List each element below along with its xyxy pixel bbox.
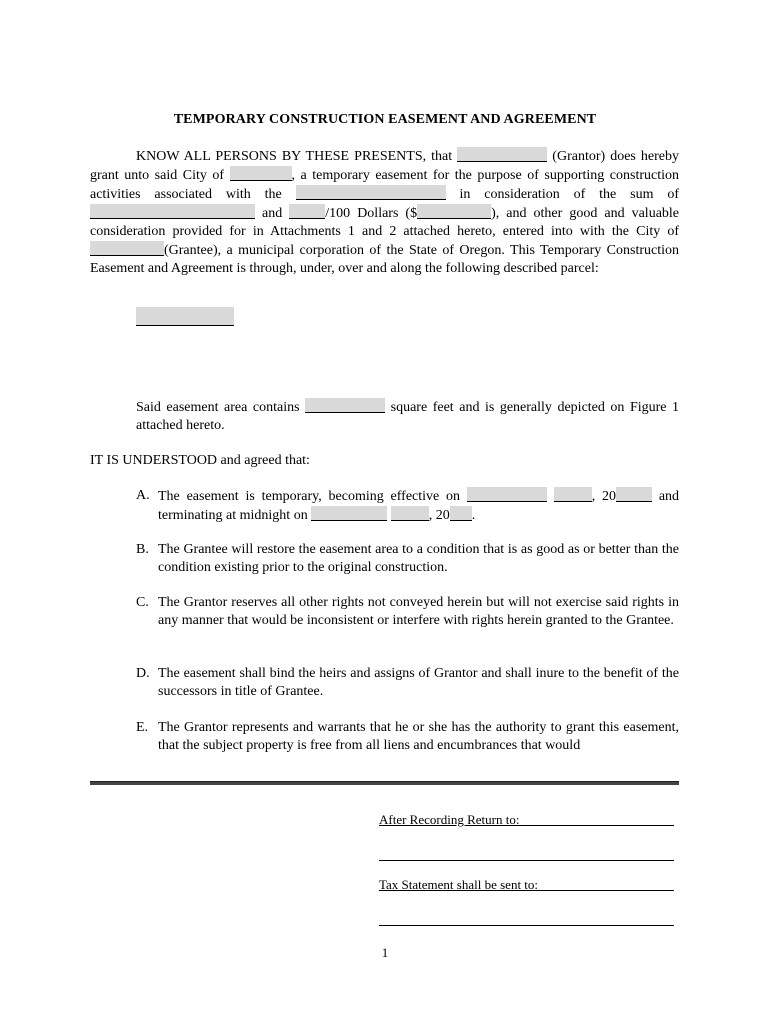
list-item-letter: D. — [136, 666, 150, 681]
list-item-text: The easement shall bind the heirs and assigns of Grantor and shall inure to the benefit of the successors in title of Grantee. — [158, 666, 679, 699]
effective-year-prefix: , 20 — [591, 489, 616, 504]
parcel-description-field[interactable] — [136, 307, 234, 326]
effective-date-field[interactable] — [467, 487, 547, 502]
list-item-text: The Grantee will restore the easement area to a condition that is as good as or better than the condition existing prior to the original construction. — [158, 542, 679, 575]
effective-day-field[interactable] — [554, 487, 592, 502]
intro-text-7: ), and other good and valuable consideration provided for in Attachments 1 and 2 attached hereto, entered into with the City of — [90, 206, 680, 239]
tax-statement-block — [379, 877, 674, 926]
section-divider — [90, 781, 679, 785]
list-item-b — [136, 541, 679, 577]
document-title: TEMPORARY CONSTRUCTION EASEMENT AND AGREEMENT — [173, 112, 597, 127]
grantor-name-field[interactable] — [457, 147, 547, 162]
list-item-text: The Grantor reserves all other rights not conveyed herein but will not exercise said rights in any manner that would be inconsistent or interfere with rights herein granted to the Grantee. — [158, 595, 679, 628]
understood-heading: IT IS UNDERSTOOD and agreed that: — [90, 453, 310, 468]
termination-year-field[interactable] — [450, 506, 472, 521]
intro-text-5: and — [262, 206, 283, 221]
list-item-letter: B. — [136, 542, 149, 557]
project-name-field[interactable] — [296, 185, 446, 200]
list-item-letter: A. — [136, 488, 150, 503]
list-item-letter: C. — [136, 595, 149, 610]
effective-year-field[interactable] — [616, 487, 652, 502]
intro-text-3: , a temporary easement for the purpose of supporting construction activities associated with the — [90, 168, 679, 202]
intro-paragraph — [90, 147, 679, 278]
area-text-2: square feet and is generally depicted on Figure 1 attached hereto. — [136, 400, 680, 433]
amount-words-field[interactable] — [90, 204, 255, 219]
list-item-text: The Grantor represents and warrants that he or she has the authority to grant this easement, that the subject property is free from all liens and encumbrances that would — [158, 720, 679, 753]
return-name-line[interactable] — [519, 825, 674, 826]
intro-text-6: /100 Dollars ($ — [325, 206, 418, 221]
list-item-c — [136, 594, 679, 630]
return-label: After Recording Return to: — [379, 812, 520, 827]
square-feet-field[interactable] — [305, 398, 385, 413]
easement-area-paragraph — [136, 398, 679, 435]
city-name-field[interactable] — [230, 166, 292, 181]
intro-text-4: in consideration of the sum of — [459, 187, 680, 202]
list-item-text — [158, 487, 679, 525]
return-address-block — [379, 812, 674, 861]
area-text-1: Said easement area contains — [136, 400, 300, 415]
intro-text-1: KNOW ALL PERSONS BY THESE PRESENTS, that — [136, 149, 453, 164]
list-item-e — [136, 719, 679, 755]
cents-field[interactable] — [289, 204, 325, 219]
return-address-line[interactable] — [379, 860, 674, 861]
terminating-text: and terminating at midnight on — [158, 489, 680, 523]
effective-text: The easement is temporary, becoming effective on — [158, 489, 461, 504]
grantee-city-field[interactable] — [90, 241, 164, 256]
tax-address-line[interactable] — [379, 925, 674, 926]
amount-numeric-field[interactable] — [417, 204, 491, 219]
tax-name-line[interactable] — [538, 890, 674, 891]
item-a-period: . — [471, 508, 476, 523]
intro-text-2: (Grantor) does hereby grant unto said City of — [90, 149, 680, 183]
page-number: 1 — [381, 945, 389, 960]
intro-text-8: (Grantee), a municipal corporation of the State of Oregon. This Temporary Construction Easement and Agreement is through, under, over and along the following described parcel: — [90, 243, 679, 276]
termination-day-field[interactable] — [391, 506, 429, 521]
list-item-letter: E. — [136, 720, 149, 735]
termination-date-field[interactable] — [311, 506, 387, 521]
termination-year-prefix: , 20 — [428, 508, 450, 523]
list-item-d — [136, 665, 679, 701]
tax-label: Tax Statement shall be sent to: — [379, 877, 539, 892]
list-item-a — [136, 487, 679, 525]
